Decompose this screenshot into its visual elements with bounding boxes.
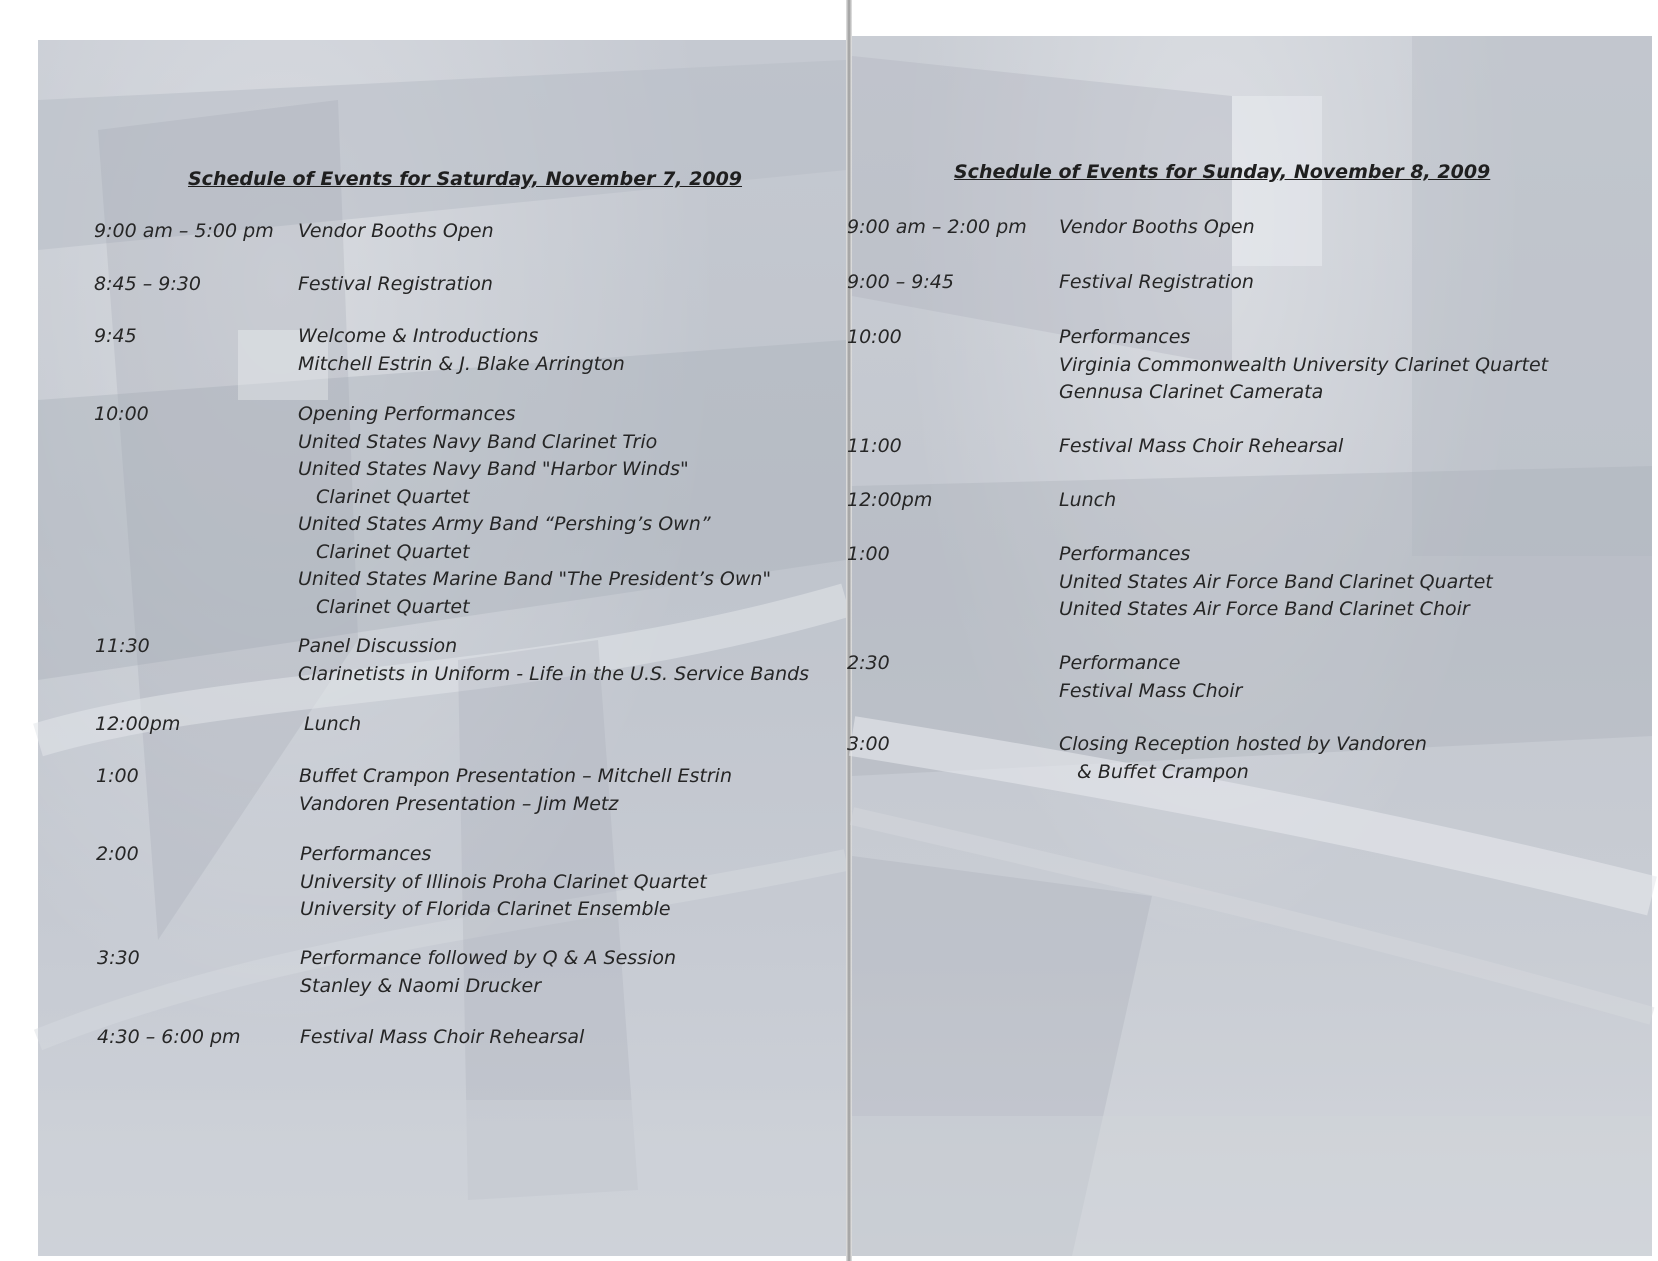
event-detail: Vandoren Presentation – Jim Metz: [299, 792, 619, 815]
event-detail: Virginia Commonwealth University Clarinet Quartet: [1059, 353, 1549, 376]
event-time: 3:00: [847, 733, 890, 755]
event-detail: Mitchell Estrin & J. Blake Arrington: [298, 352, 625, 375]
event-detail: United States Marine Band "The President’s Own": [298, 568, 772, 590]
event-time: 3:30: [97, 947, 140, 969]
event-detail: United States Navy Band "Harbor Winds": [298, 458, 689, 480]
event-time: 9:00 am – 5:00 pm: [94, 220, 274, 242]
event-description: Festival Mass Choir Rehearsal: [300, 1026, 585, 1048]
event-time: 8:45 – 9:30: [94, 273, 201, 295]
event-description: Performances: [300, 843, 432, 865]
event-detail: United States Air Force Band Clarinet Quartet: [1059, 570, 1493, 593]
event-detail: Clarinet Quartet: [316, 540, 470, 563]
event-description: Performances: [1059, 543, 1191, 565]
event-time: 1:00: [96, 765, 139, 787]
event-time: 10:00: [847, 326, 902, 348]
event-time: 2:30: [847, 652, 890, 674]
event-time: 4:30 – 6:00 pm: [97, 1026, 241, 1048]
event-detail: Clarinetists in Uniform - Life in the U.S. Service Bands: [298, 662, 810, 685]
event-description: Festival Registration: [1059, 271, 1254, 293]
event-time: 10:00: [94, 403, 149, 425]
event-description: Performances: [1059, 326, 1191, 348]
event-description: Opening Performances: [298, 403, 516, 425]
event-description: Performance: [1059, 652, 1181, 674]
event-detail: & Buffet Crampon: [1077, 760, 1249, 783]
event-description: Festival Registration: [298, 273, 493, 295]
event-description: Vendor Booths Open: [1059, 216, 1255, 238]
event-time: 11:30: [95, 635, 150, 657]
saturday-page: [38, 40, 846, 1256]
event-time: 12:00pm: [847, 489, 933, 511]
event-description: Buffet Crampon Presentation – Mitchell Estrin: [299, 765, 733, 787]
event-description: Vendor Booths Open: [298, 220, 494, 242]
event-time: 2:00: [96, 843, 139, 865]
event-time: 12:00pm: [95, 713, 181, 735]
event-description: Lunch: [304, 713, 362, 735]
event-time: 9:00 am – 2:00 pm: [847, 216, 1027, 238]
event-detail: Clarinet Quartet: [316, 595, 470, 618]
event-time: 9:45: [94, 325, 137, 347]
event-description: Performance followed by Q & A Session: [300, 947, 677, 969]
event-description: Lunch: [1059, 489, 1117, 511]
saturday-schedule-title: Schedule of Events for Saturday, November 7, 2009: [188, 168, 743, 190]
event-description: Welcome & Introductions: [298, 325, 539, 347]
event-time: 1:00: [847, 543, 890, 565]
event-time: 11:00: [847, 435, 902, 457]
event-time: 9:00 – 9:45: [847, 271, 954, 293]
event-detail: United States Army Band “Pershing’s Own”: [298, 513, 711, 535]
event-detail: United States Air Force Band Clarinet Choir: [1059, 598, 1470, 620]
event-detail: University of Florida Clarinet Ensemble: [300, 898, 671, 920]
event-detail: Clarinet Quartet: [316, 485, 470, 508]
sunday-schedule-title: Schedule of Events for Sunday, November 8, 2009: [954, 161, 1491, 183]
event-detail: United States Navy Band Clarinet Trio: [298, 430, 658, 453]
event-detail: Stanley & Naomi Drucker: [300, 974, 542, 997]
sunday-page: [847, 36, 1652, 1256]
event-description: Festival Mass Choir Rehearsal: [1059, 435, 1344, 457]
event-detail: Gennusa Clarinet Camerata: [1059, 381, 1324, 403]
event-description: Closing Reception hosted by Vandoren: [1059, 733, 1427, 755]
event-description: Panel Discussion: [298, 635, 458, 657]
event-detail: University of Illinois Proha Clarinet Quartet: [300, 870, 707, 893]
event-detail: Festival Mass Choir: [1059, 679, 1243, 702]
